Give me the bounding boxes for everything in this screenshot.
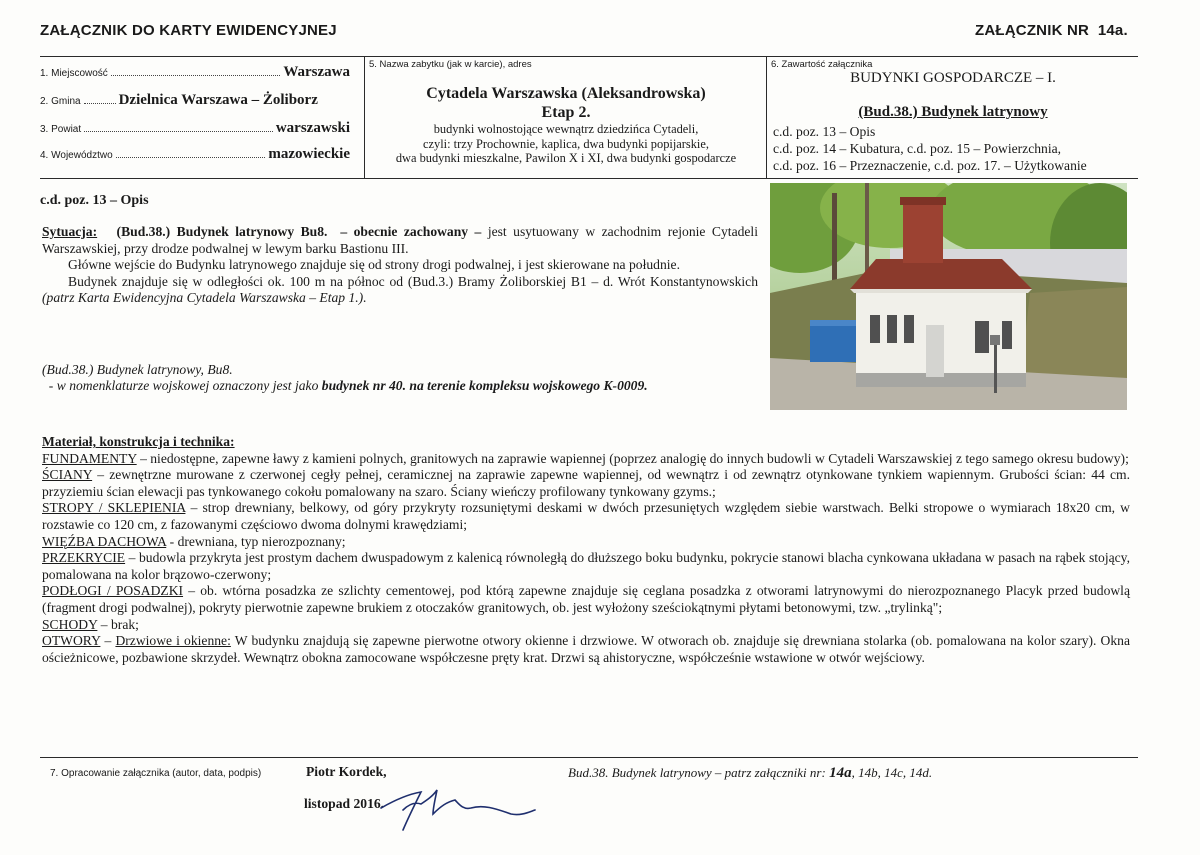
attachment-number: ZAŁĄCZNIK NR 14a.	[975, 22, 1128, 39]
material-section	[42, 434, 1130, 666]
gmina-row: 2. Gmina Dzielnica Warszawa – Żoliborz	[40, 92, 318, 108]
description-heading: c.d. poz. 13 – Opis	[40, 193, 149, 208]
monument-desc-3: dwa budynki mieszkalne, Pawilon X i XI, dwa budynki gospodarcze	[395, 151, 737, 166]
floors-entry: PODŁOGI / POSADZKI – ob. wtórna posadzka ze szlichty cementowej, pod którą zapewne znajduje się ceglana posadzka z otworami latrynowymi do nierozpoznanego Placyk przed budowlą (fragment drogi podwalnej), pokryty pierwotnie zapewne brukiem z otoczaków granitowych, ob. jest wyłożony sześciokątnymi płytami betonowymi, tzw. „trylinką";	[42, 583, 1130, 615]
situation-p2: Główne wejście do Budynku latrynowego znajduje się od strony drogi podwalnej, i jest skierowane na południe.	[68, 257, 680, 273]
foundations-entry: FUNDAMENTY – niedostępne, zapewne ławy z kamieni polnych, granitowych na zaprawie wapiennej (poprzez analogię do innych budowli w Cytadeli Warszawskiej z tego samego okresu budowy);	[42, 450, 1129, 466]
contents-line-2: c.d. poz. 14 – Kubatura, c.d. poz. 15 – Powierzchnia,	[773, 141, 1062, 156]
monument-block	[366, 84, 766, 166]
monument-stage: Etap 2.	[541, 104, 591, 121]
situation-block: Sytuacja: (Bud.38.) Budynek latrynowy Bu8. – obecnie zachowany – jest usytuowany w zachodnim rejonie Cytadeli Warszawskiej, przy drodze podwalnej w lewym barku Bastionu III. Główne wejście do Budynku latrynowego znajduje się od strony drogi podwalnej, i jest skierowane na południe. Budynek znajduje się w odległości ok. 100 m na północ od (Bud.3.) Bramy Żoliborskiej B1 – d. Wrót Konstantynowskich (patrz Karta Ewidencyjna Cytadela Warszawska – Etap 1.).	[42, 224, 758, 306]
contents-line-1: c.d. poz. 13 – Opis	[773, 124, 876, 139]
contents-label: 6. Zawartość załącznika	[771, 59, 873, 70]
openings-entry: OTWORY – Drzwiowe i okienne: W budynku znajdują się zapewne pierwotne otwory okienne i drzwiowe. W otworach ob. znajduje się drewniana stolarka (ob. pomalowana na kolor szary). Okna ościeżnicowe, pozbawione skrzydeł. Wewnątrz obokna zamocowane współczesne pręty krat. Drzwi są ahistoryczne, współcześnie wstawione w otwór wejściowy.	[42, 633, 1130, 665]
situation-p3: Budynek znajduje się w odległości ok. 100 m na północ od (Bud.3.) Bramy Żoliborskiej B1 – d. Wrót Konstantynowskich (patrz Karta Ewidencyjna Cytadela Warszawska – Etap 1.).	[42, 273, 758, 306]
voivodeship-row: 4. Województwo mazowieckie	[40, 146, 350, 162]
page-header-title: ZAŁĄCZNIK DO KARTY EWIDENCYJNEJ	[40, 22, 337, 39]
contents-line-3: c.d. poz. 16 – Przeznaczenie, c.d. poz. 17. – Użytkowanie	[773, 158, 1087, 173]
contents-title: BUDYNKI GOSPODARCZE – I.	[850, 70, 1056, 86]
monument-name: Cytadela Warszawska (Aleksandrowska)	[426, 85, 706, 102]
city-row: 1. Miejscowość Warszawa	[40, 64, 350, 80]
military-note-1: (Bud.38.) Budynek latrynowy, Bu8.	[42, 362, 233, 377]
military-note-2: - w nomenklaturze wojskowej oznaczony jest jako budynek nr 40. na terenie kompleksu wojskowego K-0009.	[48, 378, 648, 393]
roof-structure-entry: WIĘŹBA DACHOWA - drewniana, typ nierozpoznany;	[42, 533, 346, 549]
monument-desc-2: czyli: trzy Prochownie, kaplica, dwa budynki popijarskie,	[423, 136, 709, 151]
ceilings-entry: STROPY / SKLEPIENIA – strop drewniany, belkowy, od góry przykryty rozsuniętymi deskami w dwóch przesuniętych względem siebie warstwach. Belki stropowe o wymiarach 18x20 cm, w rozstawie co 120 cm, z fazowanymi częściowo dwoma dolnymi krawędziami;	[42, 500, 1130, 532]
roofing-entry: PRZEKRYCIE – budowla przykryta jest prostym dachem dwuspadowym z kalenicą równoległą do dłuższego boku budynku, pokrycie stanowi blacha cynkowana układana w pasach na rąbek stojący, pomalowana na kolor brązowo-czerwony;	[42, 550, 1130, 582]
monument-label: 5. Nazwa zabytku (jak w karcie), adres	[369, 59, 532, 70]
contents-list	[773, 123, 1087, 174]
signature	[375, 770, 545, 840]
walls-entry: ŚCIANY – zewnętrzne murowane z czerwonej cegły pełnej, ceramicznej na zaprawie zapewne wapiennej, od wewnątrz i od zewnątrz otynkowane tynkiem wapiennym. Grubości ścian: 44 cm. przyziemiu ścian elewacji pas tynkowanego cokołu pomalowany na szaro. Ściany wieńczy profilowany tynkowany gzyms.;	[42, 467, 1130, 499]
latrine-building-photo	[770, 183, 1127, 410]
contents-building: (Bud.38.) Budynek latrynowy	[858, 104, 1048, 120]
related-attachments: Bud.38. Budynek latrynowy – patrz załączniki nr: 14a, 14b, 14c, 14d.	[568, 765, 933, 781]
author-name: Piotr Kordek,	[306, 764, 387, 779]
prepared-date: listopad 2016.	[304, 796, 385, 811]
footer-label: 7. Opracowanie załącznika (autor, data, podpis)	[50, 768, 262, 779]
monument-desc-1: budynki wolnostojące wewnątrz dziedzińca Cytadeli,	[433, 122, 699, 136]
stairs-entry: SCHODY – brak;	[42, 616, 139, 632]
building-photo	[770, 183, 1127, 410]
powiat-row: 3. Powiat warszawski	[40, 120, 350, 136]
material-heading: Materiał, konstrukcja i technika:	[42, 434, 235, 449]
